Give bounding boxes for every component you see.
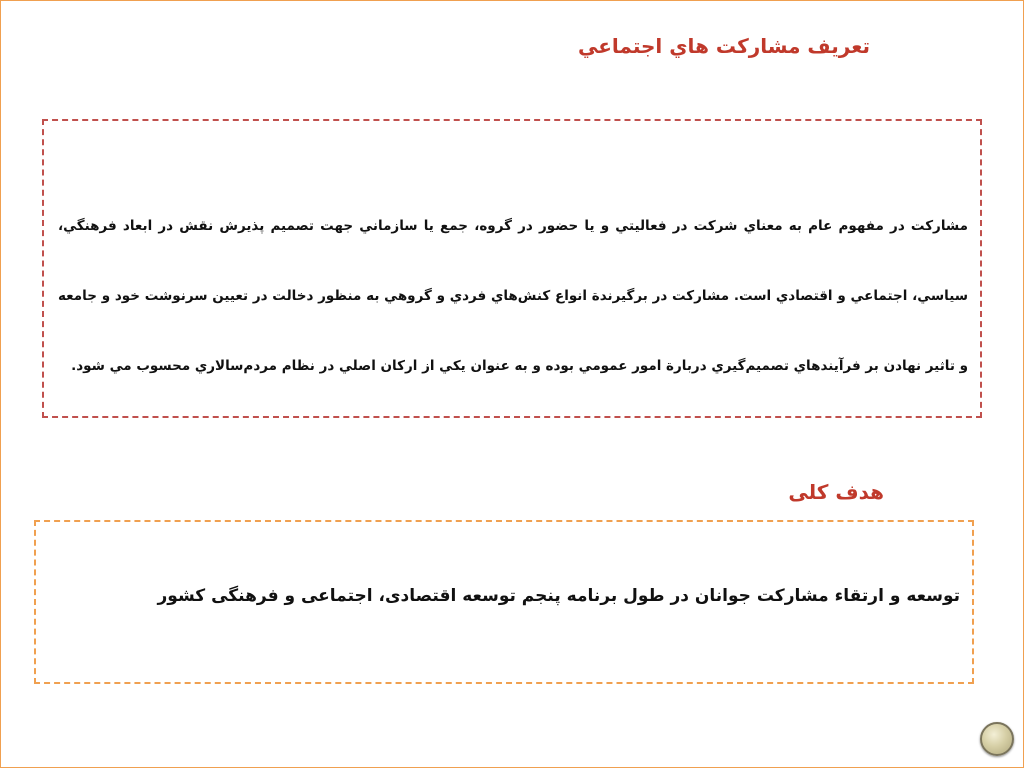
goal-text: توسعه و ارتقاء مشارکت جوانان در طول برنامه پنجم توسعه اقتصادی، اجتماعی و فرهنگی کشور bbox=[157, 586, 960, 606]
nav-button-icon[interactable] bbox=[980, 722, 1014, 756]
definition-box bbox=[42, 119, 982, 418]
definition-title: تعريف مشاركت هاي اجتماعي bbox=[578, 34, 870, 58]
goal-box bbox=[34, 520, 974, 684]
definition-text: مشاركت در مفهوم عام به معناي شركت در فعاليتي و يا حضور در گروه، جمع يا سازماني جهت تصميم پذيرش نقش در ابعاد فرهنگي، سياسي، اجتماعي و اقتصادي است. مشاركت در برگيرندة انواع كنش‌هاي فردي و گروهي به منظور دخالت در تعيين سرنوشت خود و جامعه و تاثير نهادن بر فرآيندهاي تصميم‌گيري دربارة امور عمومي بوده و به عنوان يكي از اركان اصلي در نظام مردم‌سالاري محسوب مي شود. bbox=[58, 218, 968, 374]
goal-title: هدف کلی bbox=[788, 480, 884, 504]
